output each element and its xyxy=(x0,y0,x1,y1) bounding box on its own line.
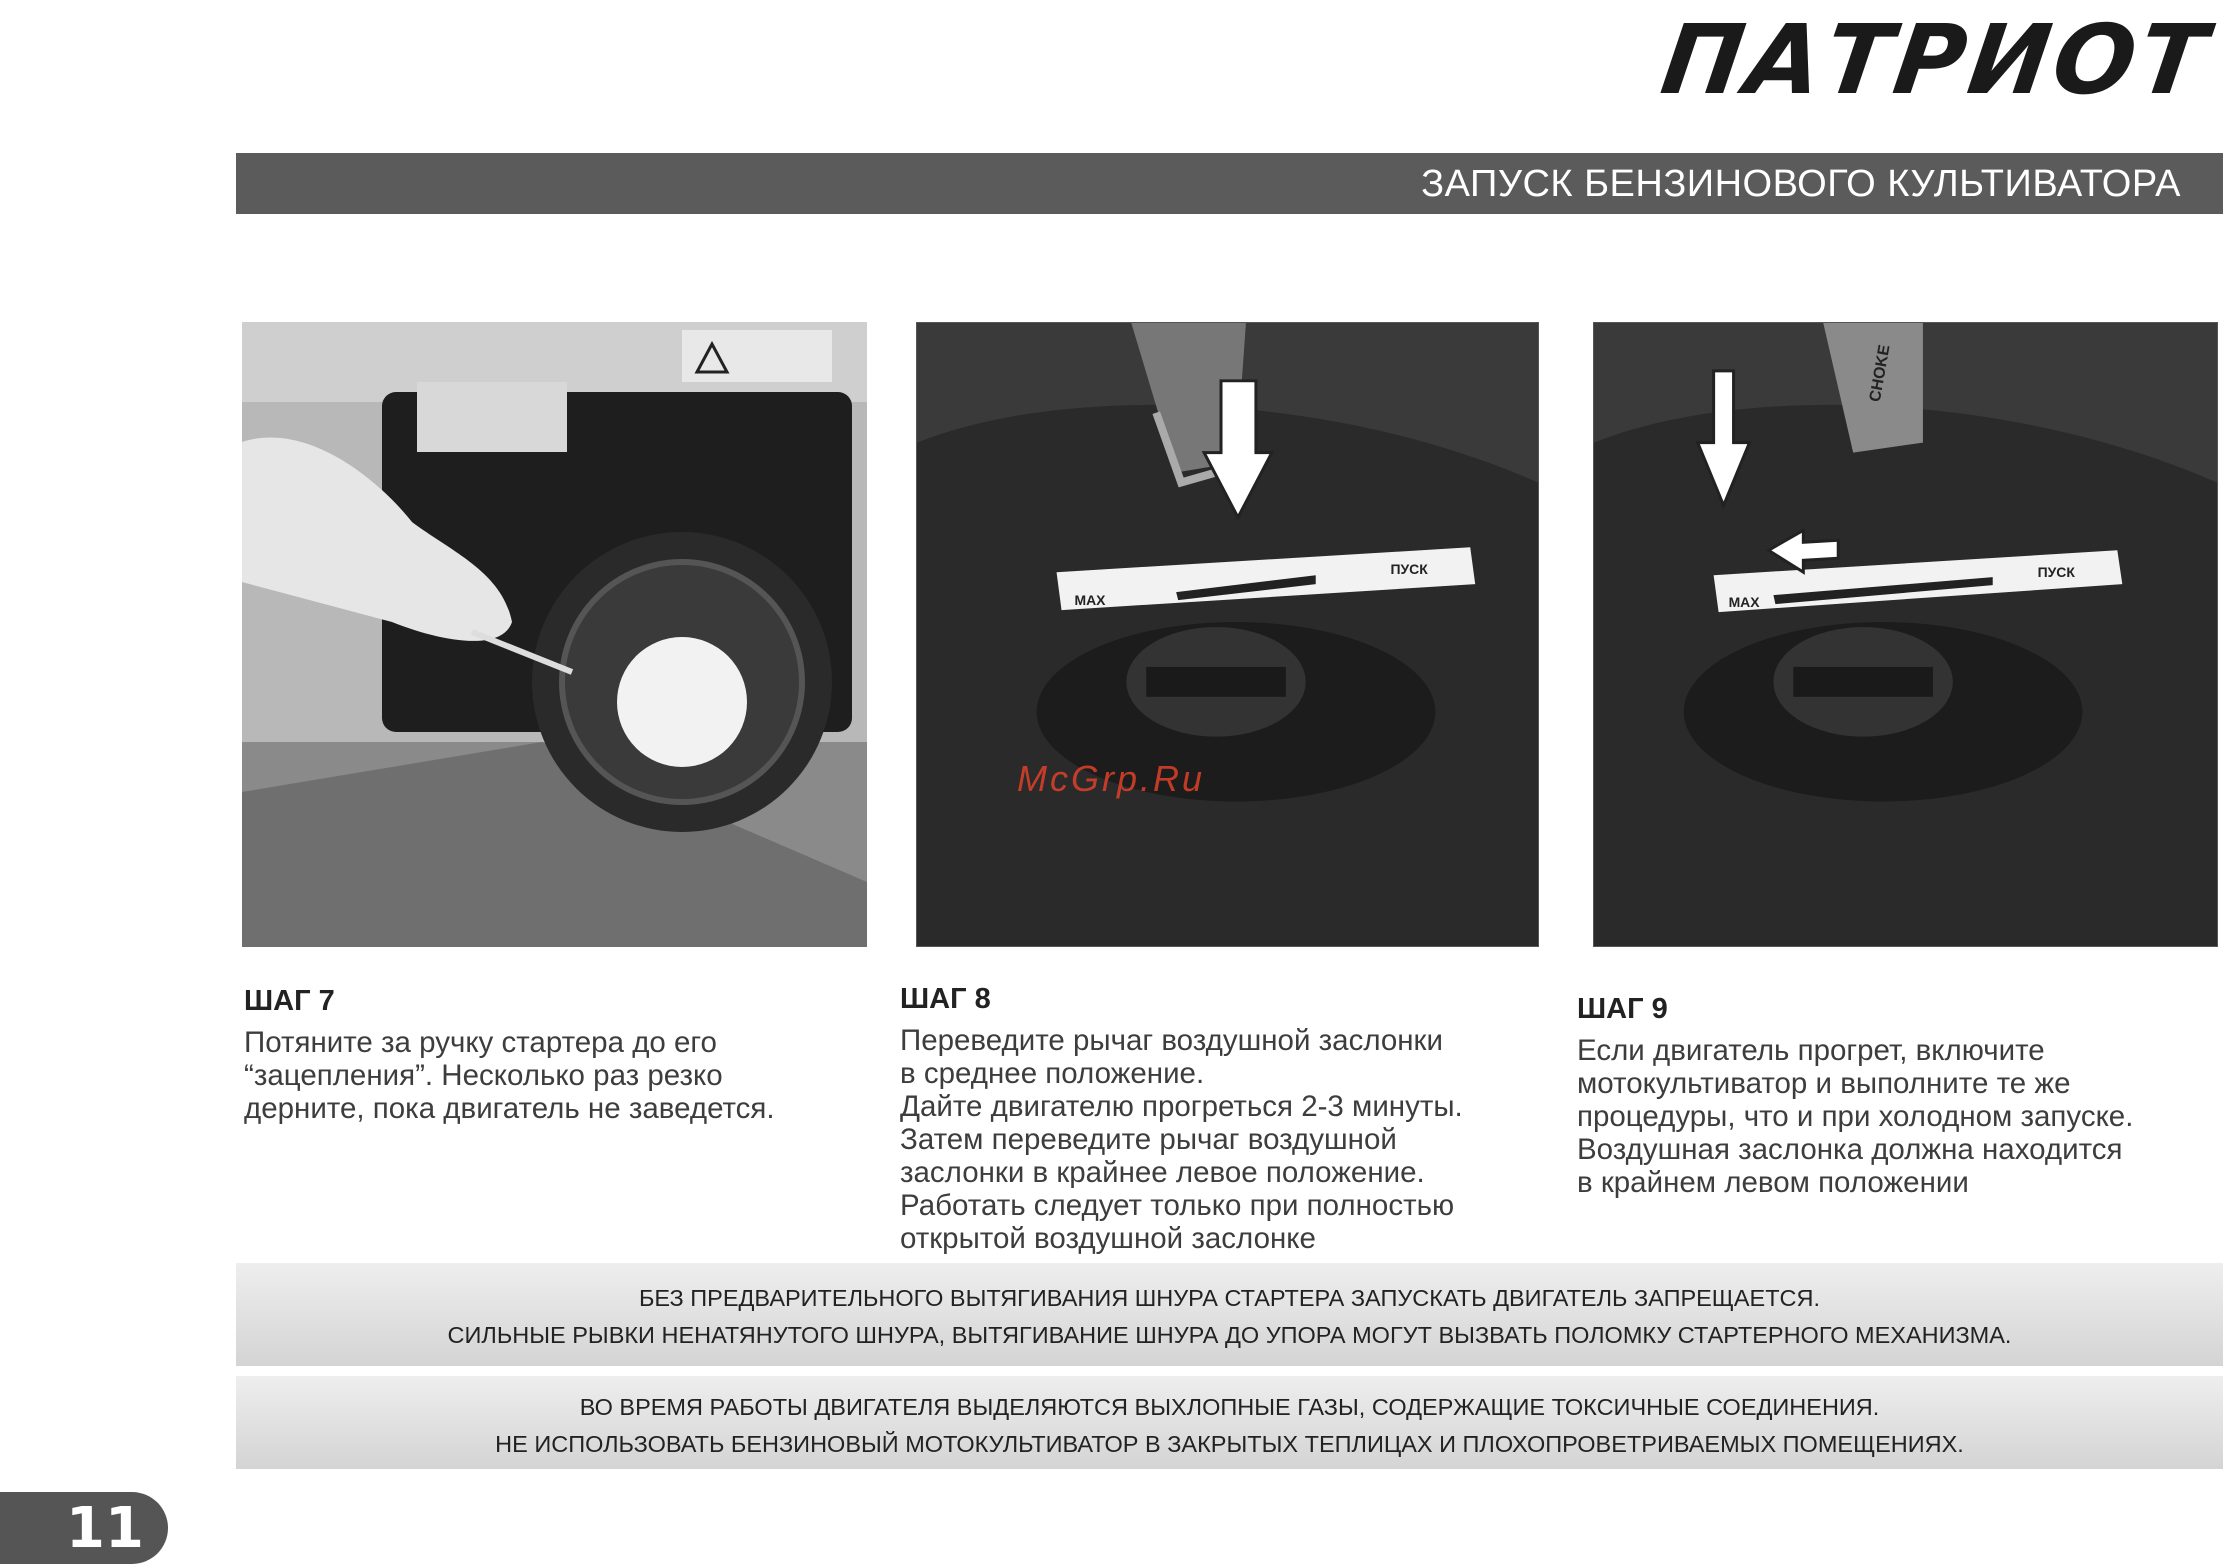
brand-logo: ПАТРИОТ xyxy=(1655,4,2217,116)
step-7-title: ШАГ 7 xyxy=(244,985,335,1017)
step-9-title: ШАГ 9 xyxy=(1577,993,1668,1025)
step-7-text: Потяните за ручку стартера до его “зацепления”. Несколько раз резко дерните, пока двигатель не заведется. xyxy=(244,1026,775,1125)
page-number-tab xyxy=(0,1492,168,1564)
warning-exhaust-line2: НЕ ИСПОЛЬЗОВАТЬ БЕНЗИНОВЫЙ МОТОКУЛЬТИВАТОР В ЗАКРЫТЫХ ТЕПЛИЦАХ И ПЛОХОПРОВЕТРИВАЕМЫХ ПОМЕЩЕНИЯХ. xyxy=(495,1431,1964,1457)
step9-gauge-start-label: ПУСК xyxy=(2037,564,2075,581)
warning-exhaust-line1: ВО ВРЕМЯ РАБОТЫ ДВИГАТЕЛЯ ВЫДЕЛЯЮТСЯ ВЫХЛОПНЫЕ ГАЗЫ, СОДЕРЖАЩИЕ ТОКСИЧНЫЕ СОЕДИНЕНИЯ. xyxy=(579,1394,1880,1420)
step-8-block xyxy=(900,983,1560,1255)
step-9-text: Если двигатель прогрет, включите мотокультиватор и выполните те же процедуры, что и при холодном запуске. Воздушная заслонка должна находится в крайнем левом положении xyxy=(1577,1034,2134,1199)
section-title-bar xyxy=(236,153,2223,214)
step-8-text: Переведите рычаг воздушной заслонки в среднее положение. Дайте двигателю прогреться 2-3 минуты. Затем переведите рычаг воздушной заслонки в крайнее левое положение. Работать следует только при полностью открытой воздушной заслонке xyxy=(900,1024,1463,1255)
warning-box-exhaust xyxy=(236,1376,2223,1469)
step-7-block xyxy=(244,985,884,1125)
section-title: ЗАПУСК БЕНЗИНОВОГО КУЛЬТИВАТОРА xyxy=(1421,163,2181,205)
warning-starter-line2: СИЛЬНЫЕ РЫВКИ НЕНАТЯНУТОГО ШНУРА, ВЫТЯГИВАНИЕ ШНУРА ДО УПОРА МОГУТ ВЫЗВАТЬ ПОЛОМКУ СТАРТЕРНОГО МЕХАНИЗМА. xyxy=(447,1322,2012,1348)
step8-photo xyxy=(916,322,1539,947)
step-9-block xyxy=(1577,993,2217,1199)
step-8-title: ШАГ 8 xyxy=(900,983,991,1015)
warning-starter-line1: БЕЗ ПРЕДВАРИТЕЛЬНОГО ВЫТЯГИВАНИЯ ШНУРА СТАРТЕРА ЗАПУСКАТЬ ДВИГАТЕЛЬ ЗАПРЕЩАЕТСЯ. xyxy=(638,1285,1821,1311)
step8-gauge-start-label: ПУСК xyxy=(1390,561,1428,578)
step9-photo xyxy=(1593,322,2218,947)
step8-gauge-max-label: MAX xyxy=(1074,592,1106,609)
step9-gauge-max-label: MAX xyxy=(1728,594,1760,611)
page-number: 11 xyxy=(66,1496,144,1561)
watermark: McGrp.Ru xyxy=(1017,758,1206,799)
step7-photo xyxy=(242,322,867,947)
step9-choke-label: CHOKE xyxy=(1866,343,1894,404)
warning-box-starter xyxy=(236,1263,2223,1366)
